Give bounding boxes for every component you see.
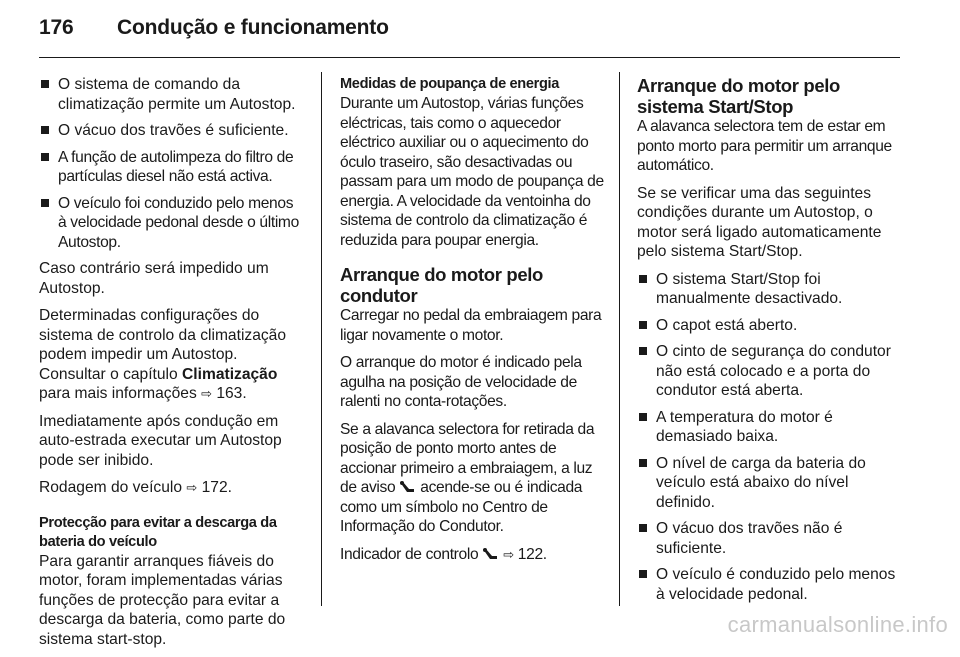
page-number: 176 (39, 16, 74, 39)
section-heading: Arranque do motor pelo condutor (340, 264, 543, 306)
list-item: A temperatura do motor é demasiado baixa. (637, 408, 905, 447)
column-divider (321, 72, 322, 606)
bullet-icon (639, 524, 647, 532)
column-2 (340, 75, 604, 572)
column-3 (637, 75, 905, 611)
paragraph: Indicador de controlo ⇨ 122. (340, 545, 547, 563)
page-ref-163[interactable]: 163. (211, 385, 247, 402)
paragraph: Se se verificar uma das seguintes condições durante um Autostop, o motor será ligado automaticamente pelo sistema Start/Stop. (637, 184, 882, 260)
bullet-icon (639, 459, 647, 467)
bullet-icon (41, 80, 49, 88)
list-item: O vácuo dos travões é suficiente. (39, 121, 305, 141)
arrow-reference-icon: ⇨ (201, 386, 212, 401)
list-item: O veículo é conduzido pelo menos à velocidade pedonal. (637, 565, 905, 604)
clutch-pedal-icon (482, 547, 499, 561)
arrow-reference-icon: ⇨ (186, 480, 198, 495)
paragraph: Para garantir arranques fiáveis do motor, foram implementadas várias funções de protecção para evitar a descarga da bateria, como parte do sistema start-stop. (39, 552, 286, 648)
column-divider (619, 72, 620, 606)
paragraph: Caso contrário será impedido um Autostop. (39, 260, 269, 297)
page-header (39, 16, 389, 40)
page-ref-172[interactable]: 172. (197, 479, 232, 496)
paragraph: Rodagem do veículo ⇨ 172. (39, 479, 232, 496)
paragraph: Carregar no pedal da embraiagem para ligar novamente o motor. (340, 307, 602, 344)
list-item: O cinto de segurança do condutor não está colocado e a porta do condutor está aberta. (637, 342, 905, 401)
chapter-title: Condução e funcionamento (117, 16, 389, 39)
section-heading: Medidas de poupança de energia (340, 76, 560, 92)
paragraph: A alavanca selectora tem de estar em ponto morto para permitir um arranque automático. (637, 118, 892, 174)
clutch-pedal-icon (399, 480, 416, 494)
list-item: O vácuo dos travões não é suficiente. (637, 519, 905, 558)
paragraph: Se a alavanca selectora for retirada da posição de ponto morto antes de accionar primeiro a embraiagem, a luz de aviso acende-se ou é indicada como um símbolo no Centro de Informação do Condutor. (340, 420, 595, 535)
column-1 (39, 75, 305, 657)
bullet-icon (639, 275, 647, 283)
bullet-icon (41, 199, 49, 207)
list-item: O sistema de comando da climatização permite um Autostop. (39, 75, 305, 114)
watermark: carmanualsonline.info (727, 612, 948, 637)
page-ref-122[interactable]: 122. (513, 545, 547, 563)
list-item: A função de autolimpeza do filtro de partículas diesel não está activa. (39, 148, 305, 187)
list-item: O veículo foi conduzido pelo menos à velocidade pedonal desde o último Autostop. (39, 194, 305, 253)
paragraph: O arranque do motor é indicado pela agulha na posição de velocidade de ralenti no conta-rotações. (340, 354, 582, 410)
bullet-icon (639, 570, 647, 578)
bullet-icon (41, 126, 49, 134)
list-item: O capot está aberto. (637, 316, 905, 336)
section-heading: Protecção para evitar a descarga da bateria do veículo (39, 514, 277, 550)
header-rule (39, 57, 900, 58)
arrow-reference-icon: ⇨ (503, 546, 514, 562)
bullet-icon (639, 321, 647, 329)
section-heading: Arranque do motor pelo sistema Start/Stop (637, 75, 840, 117)
list-item: O nível de carga da bateria do veículo está abaixo do nível definido. (637, 454, 905, 513)
paragraph: Determinadas configurações do sistema de controlo da climatização podem impedir um Autostop. Consultar o capítulo Climatização para mais informações ⇨ 163. (39, 307, 287, 402)
bullet-icon (41, 153, 49, 161)
bullet-icon (639, 347, 647, 355)
list-item: O sistema Start/Stop foi manualmente desactivado. (637, 270, 905, 309)
paragraph: Durante um Autostop, várias funções eléctricas, tais como o aquecedor eléctrico auxiliar ou o aquecimento do óculo traseiro, são desactivadas ou passam para um modo de poupança de energia. A velocidade da ventoinha do sistema de controlo da climatização é reduzida para poupar energia. (340, 95, 604, 249)
bullet-icon (639, 413, 647, 421)
link-climatizacao[interactable]: Climatização (182, 365, 278, 383)
paragraph: Imediatamente após condução em auto-estrada executar um Autostop pode ser inibido. (39, 412, 282, 469)
